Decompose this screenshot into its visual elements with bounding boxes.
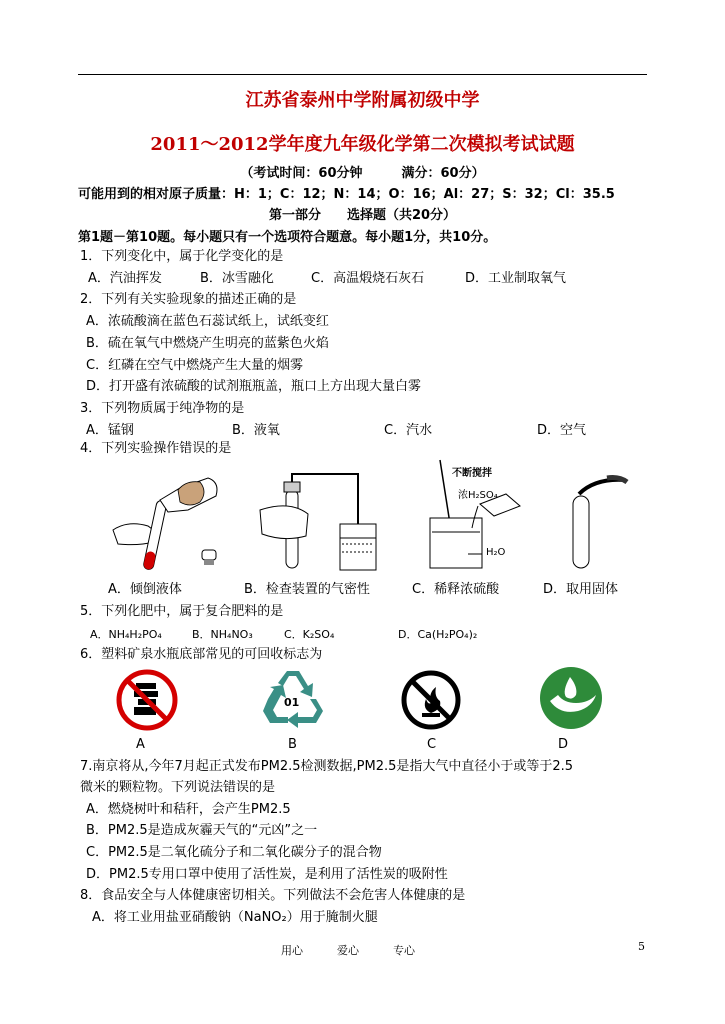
q8-option-a: A．将工业用盐亚硝酸钠（NaNO₂）用于腌制火腿 bbox=[92, 910, 378, 925]
q4-option-b: B．检查装置的气密性 bbox=[244, 582, 370, 597]
q2-option-d: D．打开盛有浓硫酸的试剂瓶瓶盖，瓶口上方出现大量白雾 bbox=[86, 379, 422, 394]
q6-option-c: C bbox=[427, 737, 437, 752]
q5-option-a: A．NH₄H₂PO₄ bbox=[90, 628, 162, 641]
label-acid: 浓H₂SO₄ bbox=[458, 490, 498, 501]
instruction: 第1题－第10题。每小题只有一个选项符合题意。每小题1分，共10分。 bbox=[78, 230, 497, 245]
q4-stem: 4．下列实验操作错误的是 bbox=[80, 441, 232, 456]
q1-option-b: B．冰雪融化 bbox=[200, 271, 274, 286]
q6-option-d: D bbox=[558, 737, 569, 752]
q4-option-a: A．倾倒液体 bbox=[108, 582, 182, 597]
q7-option-a: A．燃烧树叶和秸秆，会产生PM2.5 bbox=[86, 802, 291, 817]
q3-stem: 3．下列物质属于纯净物的是 bbox=[80, 401, 245, 416]
footer-motto-3: 专心 bbox=[393, 944, 415, 957]
pouring-liquid-figure bbox=[108, 470, 228, 575]
q2-stem: 2．下列有关实验现象的描述正确的是 bbox=[80, 292, 297, 307]
school-title: 江苏省泰州中学附属初级中学 bbox=[245, 90, 480, 111]
no-fireworks-icon bbox=[116, 669, 178, 731]
recycle-code: 01 bbox=[284, 696, 300, 709]
label-water: H₂O bbox=[486, 547, 506, 558]
q4-option-c: C．稀释浓硫酸 bbox=[412, 582, 500, 597]
q7-stem-line1: 7.南京将从,今年7月起正式发布PM2.5检测数据,PM2.5是指大气中直径小于或等于2.5 bbox=[80, 759, 574, 774]
q6-stem: 6．塑料矿泉水瓶底部常见的可回收标志为 bbox=[80, 647, 323, 662]
header-rule bbox=[78, 74, 647, 75]
q2-option-c: C．红磷在空气中燃烧产生大量的烟雾 bbox=[86, 358, 304, 373]
atomic-masses: 可能用到的相对原子质量：H：1；C：12；N：14；O：16；Al：27；S：32；Cl：35.5 bbox=[78, 187, 615, 202]
no-burning-icon bbox=[400, 669, 462, 731]
q7-option-c: C．PM2.5是二氧化硫分子和二氧化碳分子的混合物 bbox=[86, 845, 382, 860]
take-solid-figure bbox=[565, 474, 635, 574]
q2-option-b: B．硫在氧气中燃烧产生明亮的蓝紫色火焰 bbox=[86, 336, 329, 351]
q2-option-a: A．浓硫酸滴在蓝色石蕊试纸上，试纸变红 bbox=[86, 314, 329, 329]
airtightness-figure bbox=[250, 470, 380, 575]
q6-option-b: B bbox=[288, 737, 297, 752]
q5-option-c: C．K₂SO₄ bbox=[284, 628, 335, 641]
q3-option-d: D．空气 bbox=[537, 423, 587, 438]
q7-stem-line2: 微米的颗粒物。下列说法错误的是 bbox=[80, 780, 276, 795]
q5-stem: 5．下列化肥中，属于复合肥料的是 bbox=[80, 604, 284, 619]
page-number: 5 bbox=[638, 940, 645, 953]
q6-option-a: A bbox=[136, 737, 145, 752]
q1-stem: 1．下列变化中，属于化学变化的是 bbox=[80, 249, 284, 264]
exam-title: 2011～2012学年度九年级化学第二次模拟考试试题 bbox=[150, 134, 575, 155]
q1-option-c: C．高温煅烧石灰石 bbox=[311, 271, 425, 286]
q1-option-d: D．工业制取氧气 bbox=[465, 271, 567, 286]
q3-option-b: B．液氧 bbox=[232, 423, 280, 438]
q4-option-d: D．取用固体 bbox=[543, 582, 619, 597]
label-stir: 不断搅拌 bbox=[452, 468, 492, 479]
q5-option-d: D．Ca(H₂PO₄)₂ bbox=[398, 628, 478, 641]
q3-option-a: A．锰钢 bbox=[86, 423, 134, 438]
q7-option-b: B．PM2.5是造成灰霾天气的“元凶”之一 bbox=[86, 823, 318, 838]
exam-info: （考试时间：60分钟 满分：60分） bbox=[240, 166, 485, 181]
q8-stem: 8．食品安全与人体健康密切相关。下列做法不会危害人体健康的是 bbox=[80, 888, 466, 903]
q1-option-a: A．汽油挥发 bbox=[88, 271, 162, 286]
q3-option-c: C．汽水 bbox=[384, 423, 433, 438]
section-heading: 第一部分 选择题（共20分） bbox=[268, 208, 457, 223]
q5-option-b: B．NH₄NO₃ bbox=[192, 628, 253, 641]
footer-motto-1: 用心 bbox=[281, 944, 303, 957]
q7-option-d: D．PM2.5专用口罩中使用了活性炭，是利用了活性炭的吸附性 bbox=[86, 867, 448, 882]
footer-motto-2: 爱心 bbox=[337, 944, 359, 957]
green-label-icon bbox=[538, 665, 604, 731]
